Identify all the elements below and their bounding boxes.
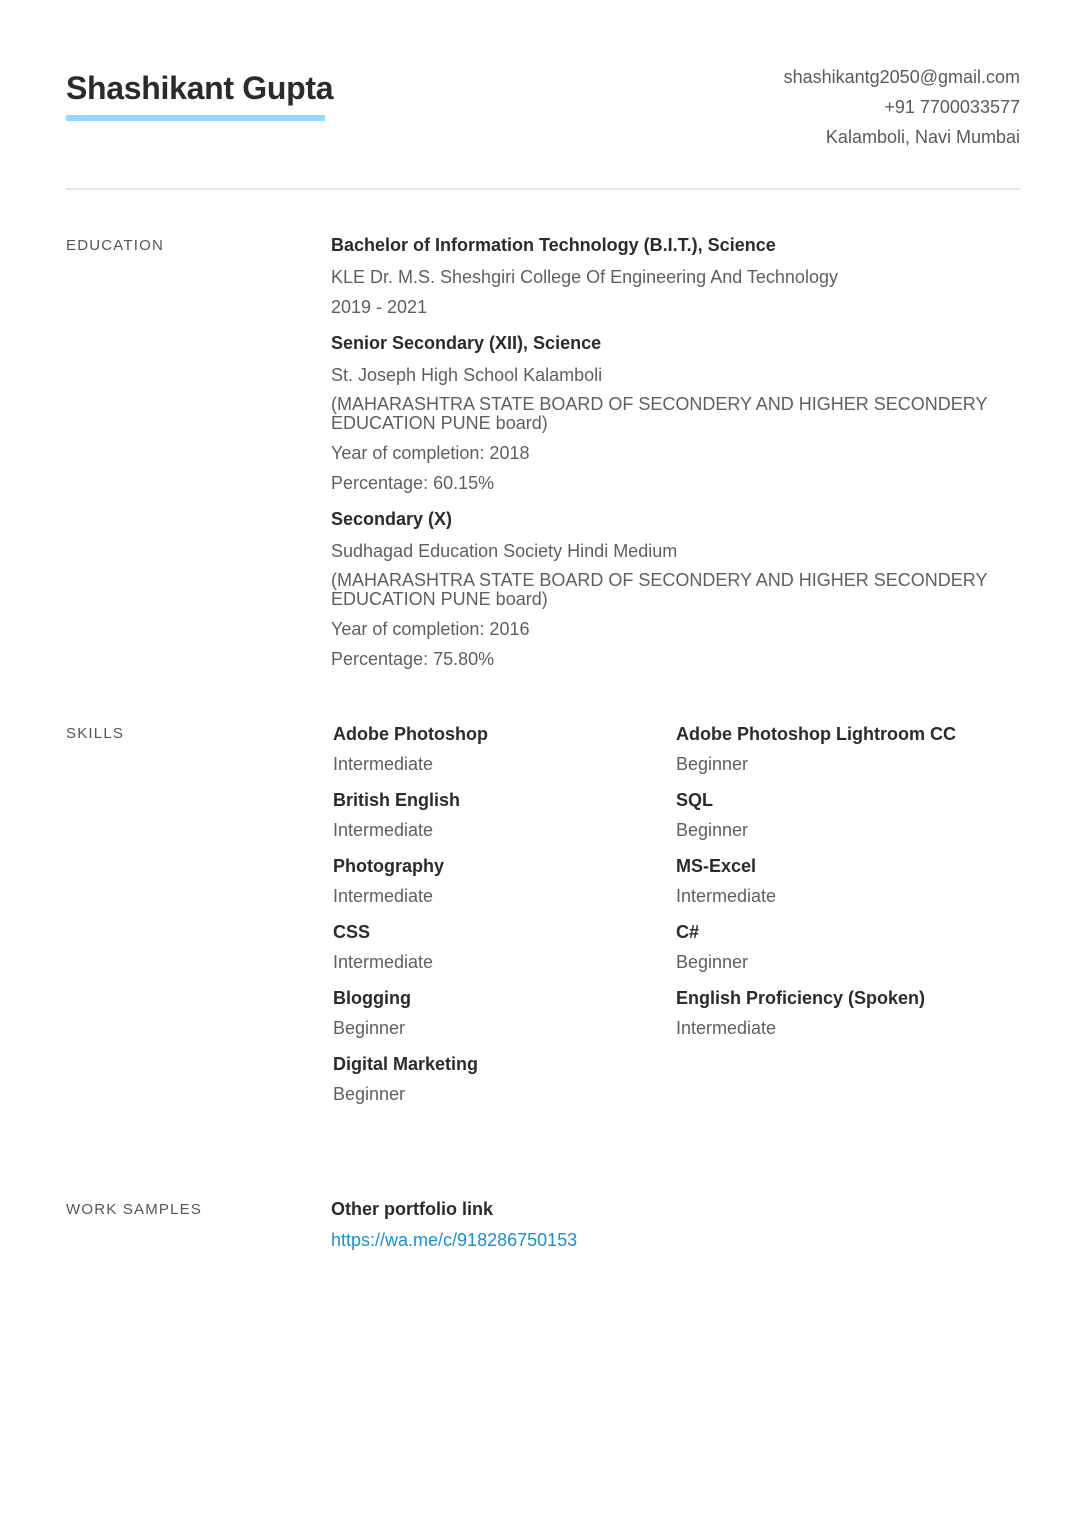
education-detail: Percentage: 60.15% (331, 473, 495, 493)
location-text: Kalamboli, Navi Mumbai (825, 127, 1020, 147)
education-detail: Percentage: 75.80% (331, 649, 495, 669)
skill-name: Digital Marketing (333, 1054, 479, 1074)
skill-level: Intermediate (676, 886, 777, 906)
education-section (331, 233, 1020, 683)
skill-item (674, 920, 1017, 972)
skill-name: Blogging (333, 988, 411, 1008)
skill-item (331, 920, 674, 972)
resume-page (66, 0, 1020, 1536)
education-detail: Year of completion: 2018 (331, 443, 530, 463)
education-detail: (MAHARASHTRA STATE BOARD OF SECONDERY AND HIGHER SECONDERY EDUCATION PUNE board) (331, 570, 988, 609)
skill-item (331, 788, 674, 840)
skills-grid (331, 722, 1020, 1104)
work-samples-section (331, 1197, 1020, 1252)
skill-name: MS-Excel (676, 856, 757, 876)
skills-section (331, 722, 1020, 1104)
education-detail: KLE Dr. M.S. Sheshgiri College Of Engineering And Technology (331, 267, 838, 287)
header-divider (66, 188, 1020, 190)
skill-level: Intermediate (333, 754, 434, 774)
skill-level: Beginner (676, 820, 749, 840)
education-item (331, 507, 1020, 669)
education-title: Bachelor of Information Technology (B.I.T.), Science (331, 235, 776, 255)
skills-label: SKILLS (66, 725, 125, 742)
skill-item (331, 854, 674, 906)
portfolio-link[interactable]: https://wa.me/c/918286750153 (331, 1230, 578, 1250)
skill-level: Beginner (333, 1084, 406, 1104)
skill-name: Adobe Photoshop (333, 724, 488, 744)
skill-name: SQL (676, 790, 714, 810)
education-title: Secondary (X) (331, 509, 453, 529)
education-detail: St. Joseph High School Kalamboli (331, 365, 603, 385)
education-detail: Sudhagad Education Society Hindi Medium (331, 541, 678, 561)
skill-item (674, 854, 1017, 906)
skill-item (331, 1052, 674, 1104)
skill-item (674, 788, 1017, 840)
skill-level: Intermediate (333, 952, 434, 972)
contact-info (784, 62, 1020, 152)
skill-name: C# (676, 922, 700, 942)
skill-name: Adobe Photoshop Lightroom CC (676, 724, 956, 744)
skill-item (331, 722, 674, 774)
skill-name: British English (333, 790, 461, 810)
skill-level: Intermediate (333, 886, 434, 906)
education-item (331, 331, 1020, 493)
skill-level: Beginner (676, 754, 749, 774)
education-detail: Year of completion: 2016 (331, 619, 530, 639)
resume-header (66, 0, 1020, 190)
skill-level: Intermediate (333, 820, 434, 840)
education-title: Senior Secondary (XII), Science (331, 333, 602, 353)
skill-level: Intermediate (676, 1018, 777, 1038)
skill-name: CSS (333, 922, 371, 942)
skill-name: English Proficiency (Spoken) (676, 988, 926, 1008)
education-label: EDUCATION (66, 237, 165, 254)
skill-level: Beginner (333, 1018, 406, 1038)
skill-name: Photography (333, 856, 444, 876)
education-detail: (MAHARASHTRA STATE BOARD OF SECONDERY AND HIGHER SECONDERY EDUCATION PUNE board) (331, 394, 988, 433)
email-text: shashikantg2050@gmail.com (783, 67, 1020, 87)
skill-item (674, 722, 1017, 774)
skill-level: Beginner (676, 952, 749, 972)
work-samples-label: WORK SAMPLES (66, 1201, 203, 1218)
name-underline (66, 115, 325, 121)
phone-text: +91 7700033577 (884, 97, 1020, 117)
skill-item (674, 986, 1017, 1038)
portfolio-title: Other portfolio link (331, 1199, 493, 1219)
candidate-name: Shashikant Gupta (66, 70, 334, 106)
education-detail: 2019 - 2021 (331, 297, 428, 317)
education-item (331, 233, 1020, 317)
skill-item (331, 986, 674, 1038)
